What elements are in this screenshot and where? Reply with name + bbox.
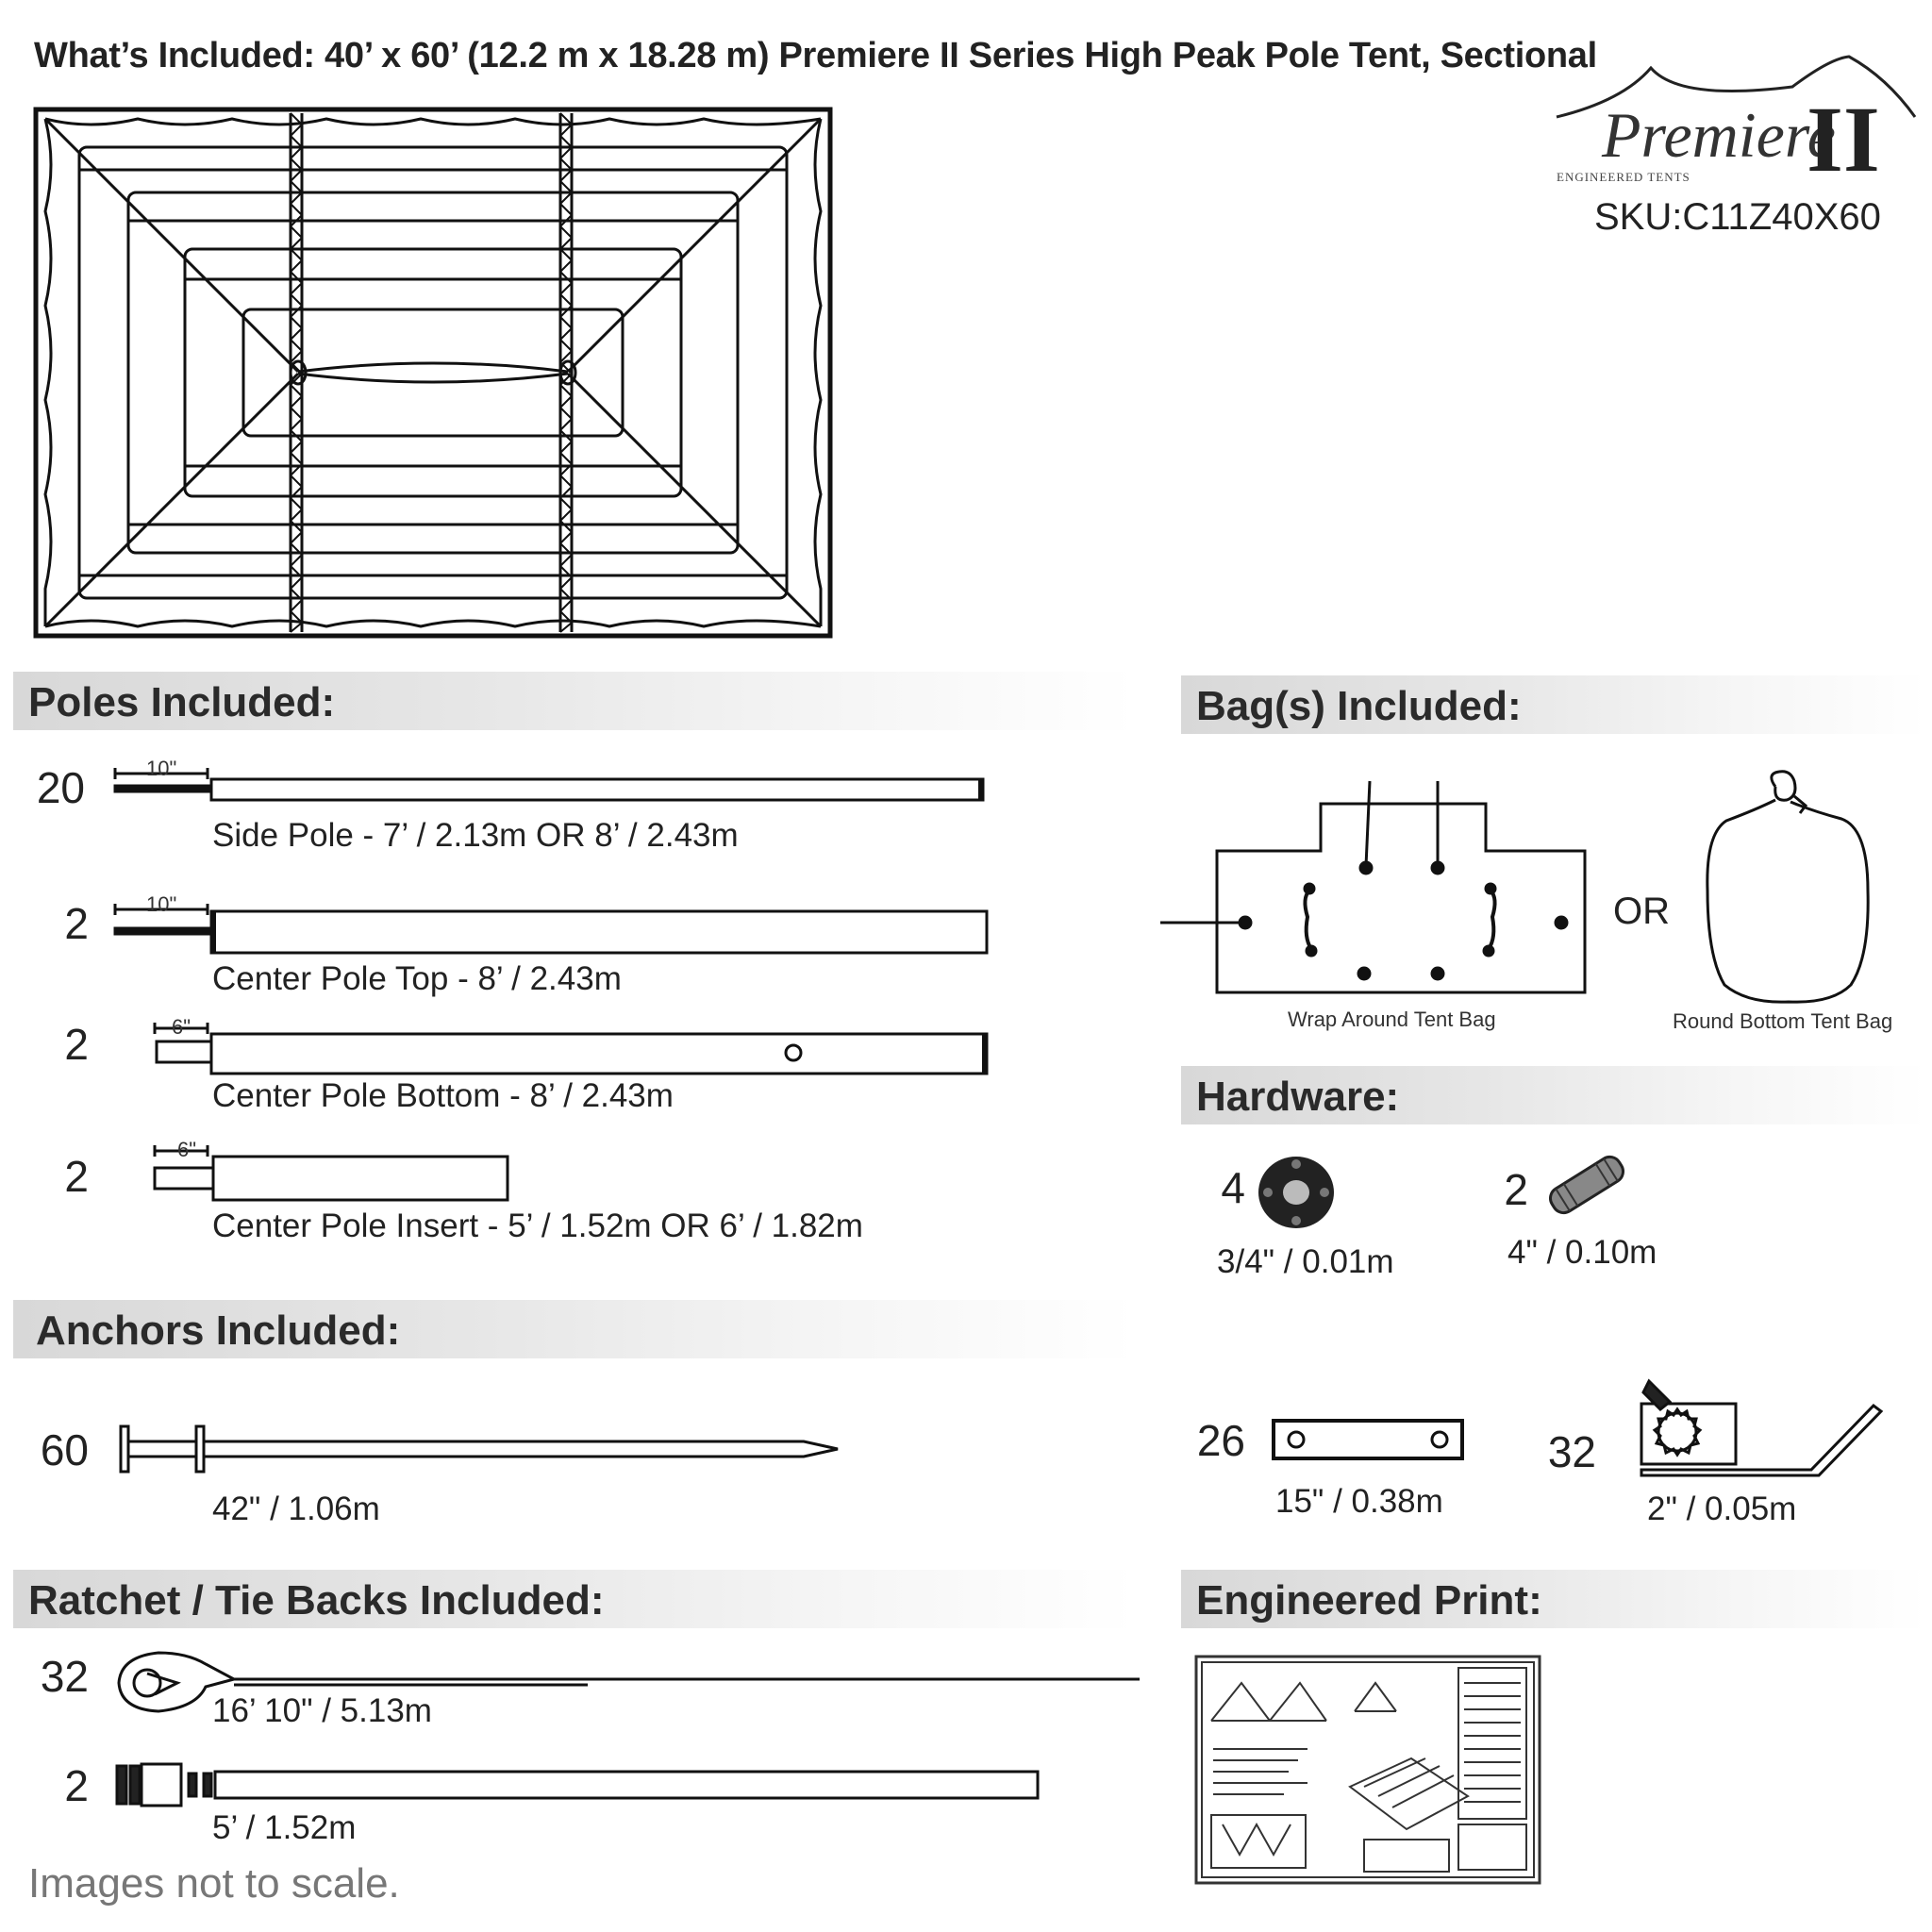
ratchet-strap-icon	[113, 1758, 1047, 1815]
hardware-qty: 4	[1221, 1163, 1245, 1212]
hardware-qty: 26	[1196, 1416, 1245, 1465]
center-pole-top-icon	[113, 891, 991, 957]
ratchet-qty: 32	[40, 1652, 89, 1701]
pole-dim: 10"	[146, 892, 177, 916]
bags-section-title: Bag(s) Included:	[1196, 683, 1522, 729]
hardware-label: 15" / 0.38m	[1275, 1483, 1443, 1520]
poles-section-title: Poles Included:	[28, 679, 336, 725]
anchors-section-title: Anchors Included:	[36, 1307, 401, 1354]
ratchet-section-header	[13, 1570, 1136, 1628]
poles-section-header	[13, 672, 1136, 730]
round-bottom-bag-icon	[1700, 768, 1879, 1013]
round-bag-label: Round Bottom Tent Bag	[1673, 1009, 1893, 1033]
ratchet-label: 16’ 10" / 5.13m	[212, 1692, 432, 1729]
hardware-label: 3/4" / 0.01m	[1217, 1243, 1394, 1280]
hardware-label: 2" / 0.05m	[1647, 1491, 1797, 1527]
logo-numeral: II	[1807, 87, 1880, 192]
anchor-qty: 60	[40, 1425, 89, 1474]
anchors-section-header	[13, 1300, 1136, 1358]
engineered-print-icon	[1194, 1655, 1543, 1887]
pole-dim: 10"	[146, 757, 177, 780]
sku-label: SKU:C11Z40X60	[1594, 196, 1881, 238]
ratchet-bracket-icon	[1632, 1375, 1887, 1479]
pole-label: Side Pole - 7’ / 2.13m OR 8’ / 2.43m	[212, 817, 739, 854]
wrap-around-bag-icon	[1151, 775, 1604, 1002]
hardware-section-header	[1181, 1066, 1926, 1124]
pole-qty: 2	[64, 1020, 89, 1069]
scale-note: Images not to scale.	[28, 1860, 400, 1907]
logo-wordmark: Premiere	[1602, 99, 1836, 171]
pole-qty: 20	[36, 763, 85, 812]
logo-subtitle: ENGINEERED TENTS	[1557, 170, 1690, 184]
page-title: What’s Included: 40’ x 60’ (12.2 m x 18.28 m) Premiere II Series High Peak Pole Tent, Sectional	[34, 36, 1597, 75]
pole-dim: 6"	[172, 1015, 192, 1039]
hardware-qty: 2	[1504, 1165, 1528, 1214]
pole-label: Center Pole Insert - 5’ / 1.52m OR 6’ / 1.82m	[212, 1208, 863, 1244]
hardware-label: 4" / 0.10m	[1507, 1234, 1657, 1271]
side-pole-icon	[113, 755, 991, 808]
pole-qty: 2	[64, 1152, 89, 1201]
center-pole-insert-icon	[151, 1136, 519, 1204]
center-pole-bottom-icon	[151, 1013, 1000, 1081]
threaded-nipple-icon	[1540, 1149, 1634, 1221]
hardware-section-title: Hardware:	[1196, 1074, 1400, 1120]
ratchet-qty: 2	[64, 1761, 89, 1810]
round-flange-icon	[1255, 1153, 1340, 1232]
flat-plate-icon	[1270, 1417, 1468, 1462]
stake-anchor-icon	[117, 1423, 853, 1475]
bags-section-header	[1181, 675, 1926, 734]
ratchet-section-title: Ratchet / Tie Backs Included:	[28, 1577, 605, 1624]
bags-or-label: OR	[1613, 891, 1670, 932]
tent-top-view-diagram	[34, 108, 832, 638]
print-section-title: Engineered Print:	[1196, 1577, 1542, 1624]
pole-label: Center Pole Bottom - 8’ / 2.43m	[212, 1077, 674, 1114]
pole-qty: 2	[64, 899, 89, 948]
anchor-label: 42" / 1.06m	[212, 1491, 380, 1527]
pole-dim: 6"	[177, 1138, 197, 1161]
hardware-qty: 32	[1547, 1427, 1596, 1476]
ratchet-label: 5’ / 1.52m	[212, 1809, 357, 1846]
wrap-bag-label: Wrap Around Tent Bag	[1288, 1008, 1496, 1031]
print-section-header	[1181, 1570, 1926, 1628]
pole-label: Center Pole Top - 8’ / 2.43m	[212, 960, 622, 997]
